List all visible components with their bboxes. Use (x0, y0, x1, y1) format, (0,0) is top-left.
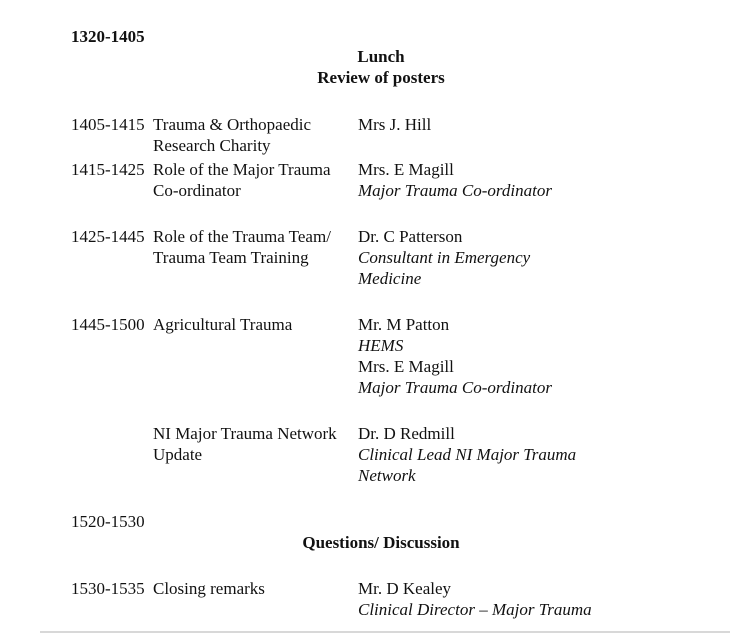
topic-line: NI Major Trauma Network (153, 424, 337, 443)
closing-topic: Closing remarks (153, 579, 265, 598)
speaker-name: Mrs. E Magill (358, 357, 454, 376)
closing-time: 1530-1535 (71, 579, 145, 598)
session-speaker (358, 159, 688, 201)
topic-line: Update (153, 445, 203, 464)
session-topic (153, 314, 358, 335)
lunch-title: Lunch (357, 47, 405, 66)
questions-time: 1520-1530 (71, 512, 145, 531)
topic-line: Role of the Trauma Team/ (153, 227, 331, 246)
speaker-role: HEMS (358, 336, 404, 355)
session-time: 1425-1445 (71, 227, 145, 246)
session-speaker (358, 114, 688, 135)
topic-line: Role of the Major Trauma (153, 160, 331, 179)
page-bottom-divider (40, 631, 730, 633)
topic-line: Trauma Team Training (153, 248, 309, 267)
topic-line: Co-ordinator (153, 181, 241, 200)
speaker-role-line: Clinical Lead NI Major Trauma (358, 445, 577, 464)
closing-speaker (358, 578, 688, 620)
topic-line: Agricultural Trauma (153, 315, 293, 334)
speaker-name: Mr. M Patton (358, 315, 450, 334)
speaker-name: Mrs. E Magill (358, 160, 454, 179)
speaker-role: Major Trauma Co-ordinator (358, 181, 552, 200)
speaker-name: Mr. D Kealey (358, 579, 452, 598)
session-time: 1405-1415 (71, 115, 145, 134)
session-topic (153, 159, 358, 201)
session-speaker (358, 423, 688, 486)
topic-line: Trauma & Orthopaedic (153, 115, 312, 134)
session-speakers (358, 314, 688, 398)
session-time: 1415-1425 (71, 160, 145, 179)
speaker-role-line: Medicine (358, 269, 422, 288)
speaker-role-line: Network (358, 466, 416, 485)
speaker-name: Dr. C Patterson (358, 227, 463, 246)
session-topic (153, 226, 358, 268)
speaker-role: Major Trauma Co-ordinator (358, 378, 552, 397)
session-topic (153, 114, 358, 156)
questions-title: Questions/ Discussion (302, 533, 460, 552)
speaker-role: Clinical Director – Major Trauma (358, 600, 592, 619)
speaker-name: Mrs J. Hill (358, 115, 432, 134)
session-time: 1445-1500 (71, 315, 145, 334)
session-topic (153, 423, 358, 465)
topic-line: Research Charity (153, 136, 271, 155)
session-speaker (358, 226, 688, 289)
speaker-role-line: Consultant in Emergency (358, 248, 531, 267)
posters-title: Review of posters (317, 68, 445, 87)
lunch-time: 1320-1405 (71, 27, 145, 46)
speaker-name: Dr. D Redmill (358, 424, 455, 443)
